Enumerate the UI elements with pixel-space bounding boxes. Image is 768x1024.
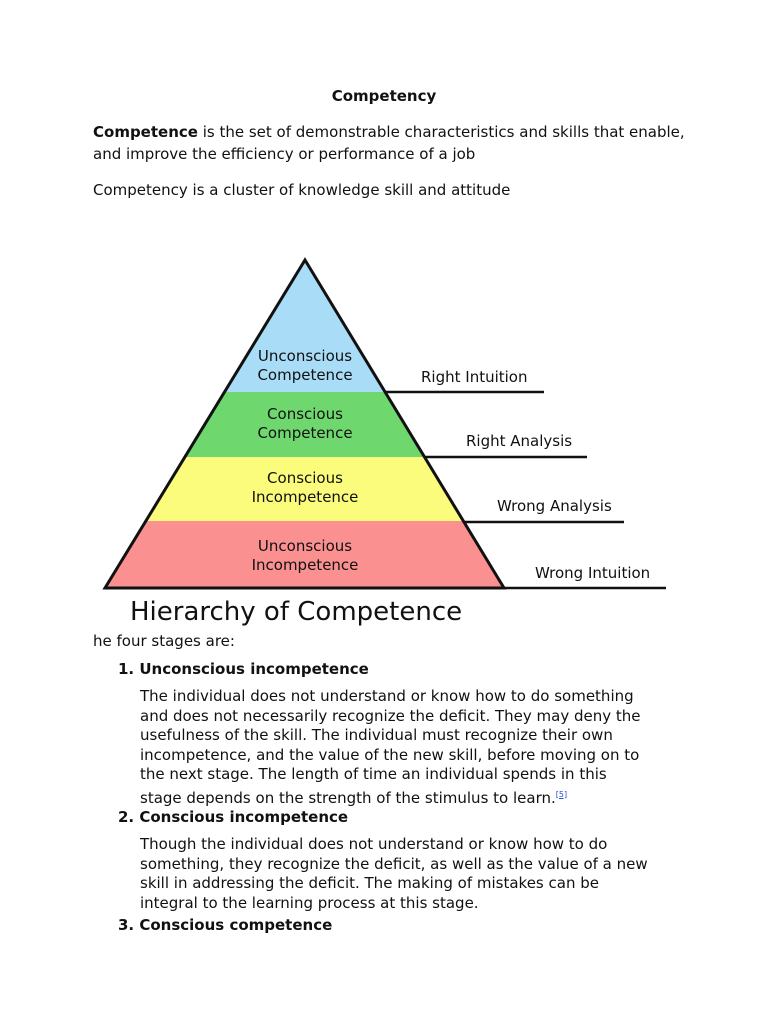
stage-1-heading: 1. Unconscious incompetence	[118, 660, 369, 678]
pyramid-level-2-line1: Conscious	[267, 405, 343, 423]
stage-1-description	[140, 687, 685, 808]
stage-1-line: incompetence, and the value of the new skill, before moving on to	[140, 745, 640, 764]
stages-intro: he four stages are:	[93, 632, 235, 650]
pyramid-level-1-line1: Unconscious	[257, 347, 353, 365]
pyramid-level-4-line1: Unconscious	[257, 537, 353, 555]
pyramid-level-2-line2: Competence	[257, 424, 353, 442]
citation-link[interactable]: [5]	[555, 789, 568, 799]
stage-2-line: integral to the learning process at this stage.	[140, 893, 479, 912]
stage-1-line: usefulness of the skill. The individual must recognize their own	[140, 726, 613, 744]
outcome-label-right-analysis: Right Analysis	[466, 432, 573, 450]
outcome-label-right-intuition: Right Intuition	[421, 368, 528, 386]
competency-cluster-statement: Competency is a cluster of knowledge skill and attitude	[93, 181, 511, 199]
competence-definition	[93, 121, 693, 165]
stage-2-line: skill in addressing the deficit. The making of mistakes can be	[140, 874, 599, 892]
stage-1-line: the next stage. The length of time an individual spends in this	[140, 765, 607, 783]
outcome-label-wrong-intuition: Wrong Intuition	[535, 564, 651, 582]
competence-definition-text: is the set of demonstrable characteristics and skills that enable, and improve the efficiency or performance of a job	[93, 123, 685, 163]
pyramid-level-3-line2: Incompetence	[251, 488, 359, 506]
competence-pyramid-diagram	[0, 240, 768, 632]
competence-term: Competence	[93, 123, 198, 141]
stage-2-line: Though the individual does not understand or know how to do	[140, 835, 608, 853]
stage-1-line: stage depends on the strength of the stimulus to learn.	[140, 788, 556, 807]
stage-3-heading: 3. Conscious competence	[118, 916, 333, 934]
document-title: Competency	[331, 87, 437, 105]
pyramid-level-1-line2: Competence	[257, 366, 353, 384]
pyramid-level-3-line1: Conscious	[267, 469, 343, 487]
diagram-title: Hierarchy of Competence	[130, 597, 463, 627]
stage-2-description	[140, 835, 685, 913]
stage-1-line-last	[140, 785, 685, 809]
outcome-label-wrong-analysis: Wrong Analysis	[497, 497, 612, 515]
pyramid-level-4-line2: Incompetence	[251, 556, 359, 574]
stage-2-line: something, they recognize the deficit, as well as the value of a new	[140, 854, 648, 873]
stage-2-heading: 2. Conscious incompetence	[118, 808, 349, 826]
stage-1-line: and does not necessarily recognize the deficit. They may deny the	[140, 706, 641, 725]
stage-1-line: The individual does not understand or know how to do something	[140, 687, 634, 705]
